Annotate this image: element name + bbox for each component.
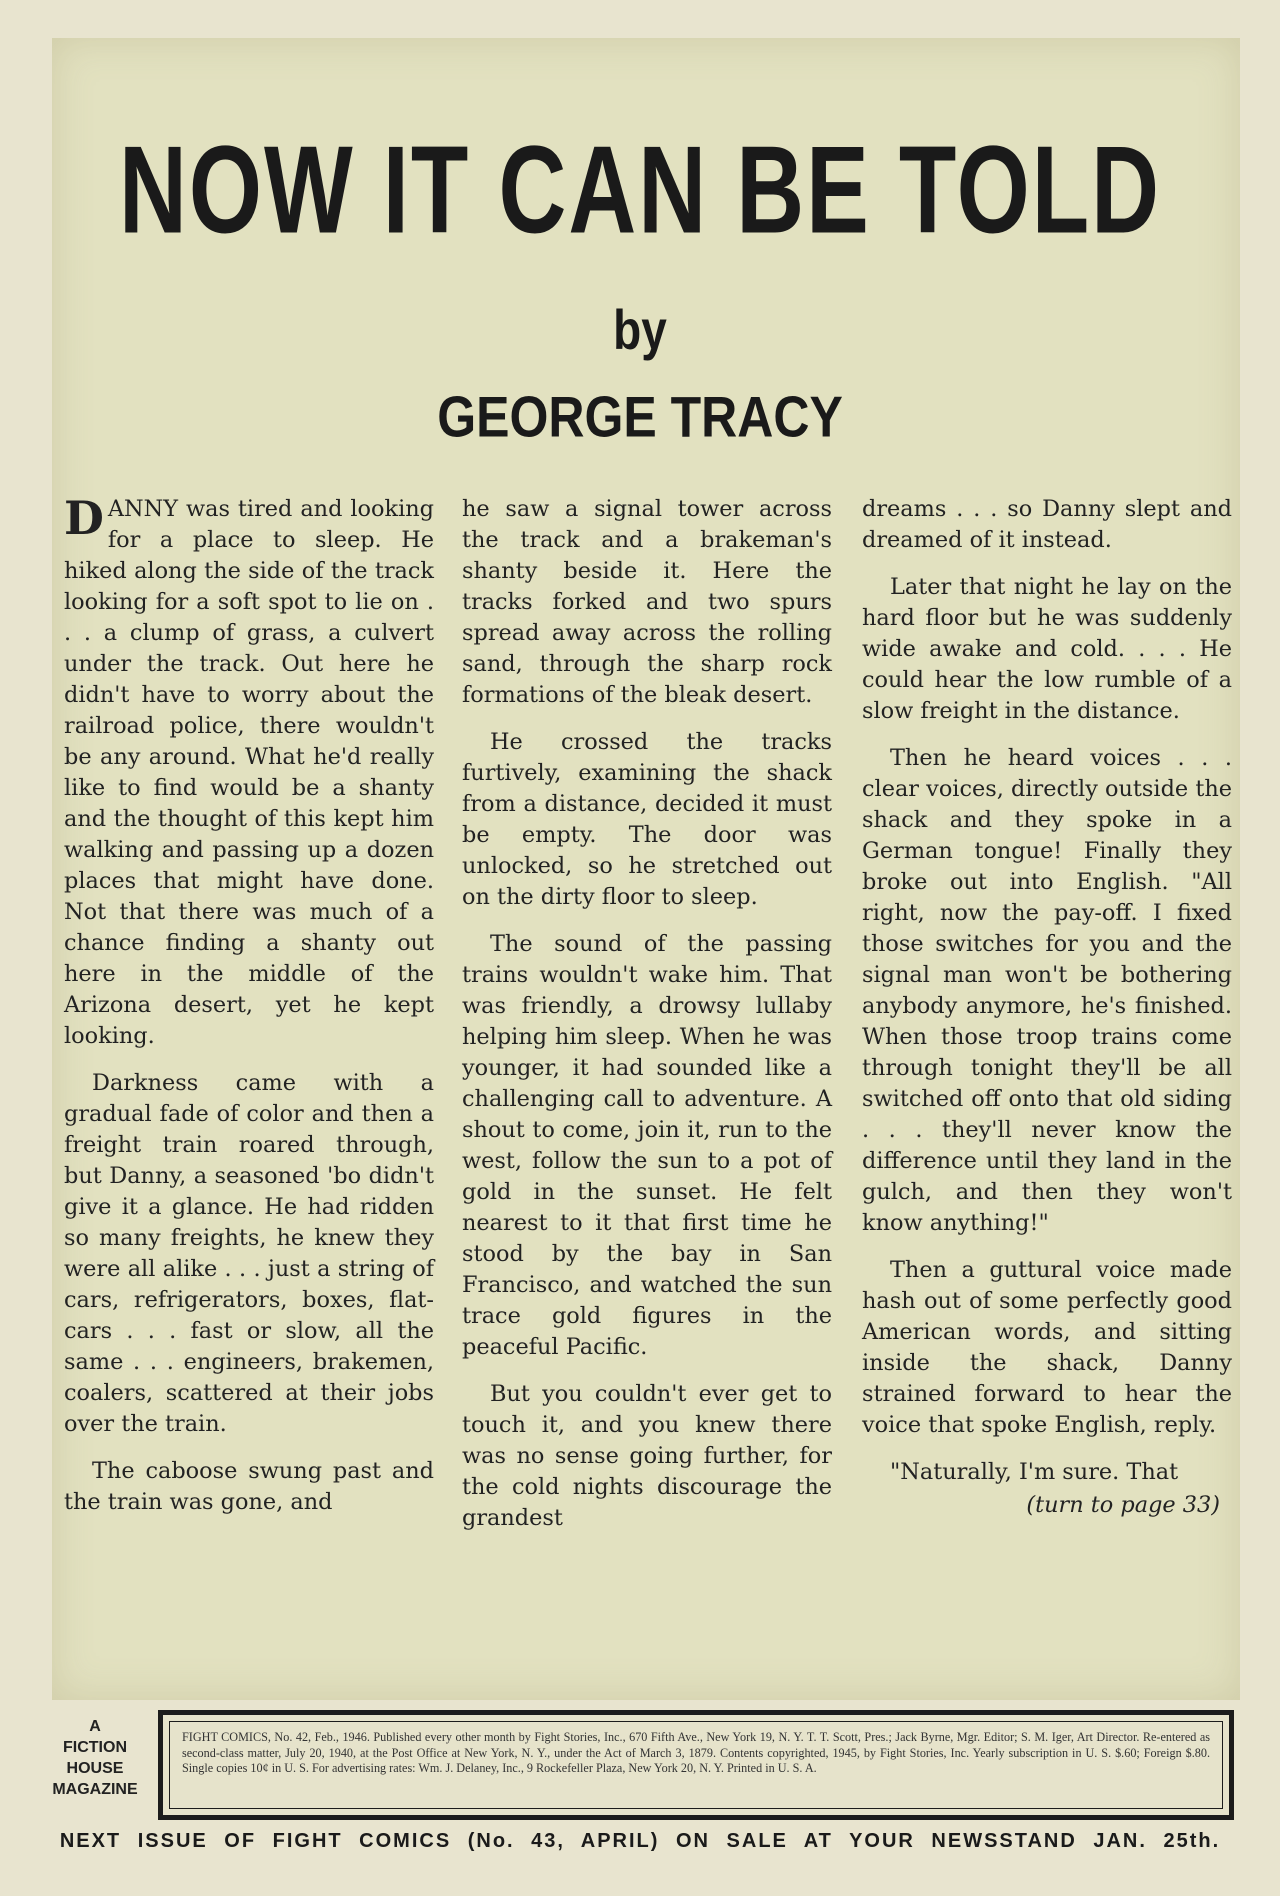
story-column-2 [462,494,832,1550]
story-paragraph: But you couldn't ever get to touch it, and you knew there was no sense going further, for the cold nights discourage the grandest [462,1381,832,1531]
continuation-note: (turn to page 33) [1026,1492,1220,1518]
story-paragraph: Darkness came with a gradual fade of color and then a freight train roared through, but Danny, a seasoned 'bo didn't give it a glance. He had ridden so many freights, he knew they were all alike . . . just a string of cars, refrigerators, boxes, flat-cars . . . fast or slow, all the same . . . engineers, brakemen, coalers, scattered at their jobs over the train. [64,1070,434,1437]
byline-by: by [613,298,667,361]
story-paragraph: "Naturally, I'm sure. That [890,1459,1179,1485]
story-paragraph: Later that night he lay on the hard floor but he was suddenly wide awake and cold. . . . He could hear the low rumble of a slow freight in the distance. [862,574,1232,724]
story-paragraph: Then he heard voices . . . clear voices, directly outside the shack and they spoke in a German tongue! Finally they broke out into English. "All right, now the pay-off. I fixed those switches for you and the signal man won't be bothering anybody anymore, he's finished. When those troop trains come through tonight they'll be all switched off onto that old siding . . . they'll never know the difference until they land in the gulch, and then they won't know anything!" [862,745,1232,1236]
story-paragraph: he saw a signal tower across the track and a brakeman's shanty beside it. Here the tracks forked and two spurs spread away across the rolling sand, through the sharp rock formations of the bleak desert. [462,496,832,708]
drop-cap: D [64,491,104,545]
indicia-text: FIGHT COMICS, No. 42, Feb., 1946. Published every other month by Fight Stories, Inc., 670 Fifth Ave., New York 19, N. Y. T. T. Scott, Pres.; Jack Byrne, Mgr. Editor; S. M. Iger, Art Director. Re-entered as second-class matter, July 20, 1940, at the Post Office at New York, N. Y., under the Act of March 3, 1879. Contents copyrighted, 1945, by Fight Stories, Inc. Yearly subscription in U. S. $.60; Foreign $.80. Single copies 10¢ in U. S. For advertising rates: Wm. J. Delaney, Inc., 9 Rockefeller Plaza, New York 20, N. Y. Printed in U. S. A. [169,1721,1223,1809]
story-paragraph: dreams . . . so Danny slept and dreamed of it instead. [862,496,1232,553]
story-paragraph: DANNY was tired and looking for a place to sleep. He hiked along the side of the track looking for a soft spot to lie on . . . a clump of grass, a culvert under the track. Out here he didn't have to worry about the railroad police, there wouldn't be any around. What he'd really like to find would be a shanty and the thought of this kept him walking and passing up a dozen places that might have done. Not that there was much of a chance finding a shanty out here in the middle of the Arizona desert, yet he kept looking. [64,491,434,1049]
indicia-box [158,1710,1234,1820]
story-paragraph: He crossed the tracks furtively, examining the shack from a distance, decided it must be empty. The door was unlocked, so he stretched out on the dirty floor to sleep. [462,729,832,910]
story-column-3 [862,494,1232,1521]
story-paragraph: The sound of the passing trains wouldn't wake him. That was friendly, a drowsy lullaby helping him sleep. When he was younger, it had sounded like a challenging call to adventure. A shout to come, join it, run to the west, follow the sun to a pot of gold in the sunset. He felt nearest to it that first time he stood by the bay in San Francisco, and watched the sun trace gold figures in the peaceful Pacific. [462,931,832,1360]
story-paragraph: Then a guttural voice made hash out of some perfectly good American words, and sitting inside the shack, Danny strained forward to hear the voice that spoke English, reply. [862,1257,1232,1438]
story-title: NOW IT CAN BE TOLD [118,120,1162,259]
story-column-1 [64,491,434,1534]
publisher-label: A FICTION HOUSE MAGAZINE [52,1718,138,1798]
story-paragraph: The caboose swung past and the train was gone, and [64,1458,434,1515]
author-name: GEORGE TRACY [437,384,843,449]
next-issue-banner: NEXT ISSUE OF FIGHT COMICS (No. 43, APRIL) ON SALE AT YOUR NEWSSTAND JAN. 25th. [59,1830,1221,1852]
